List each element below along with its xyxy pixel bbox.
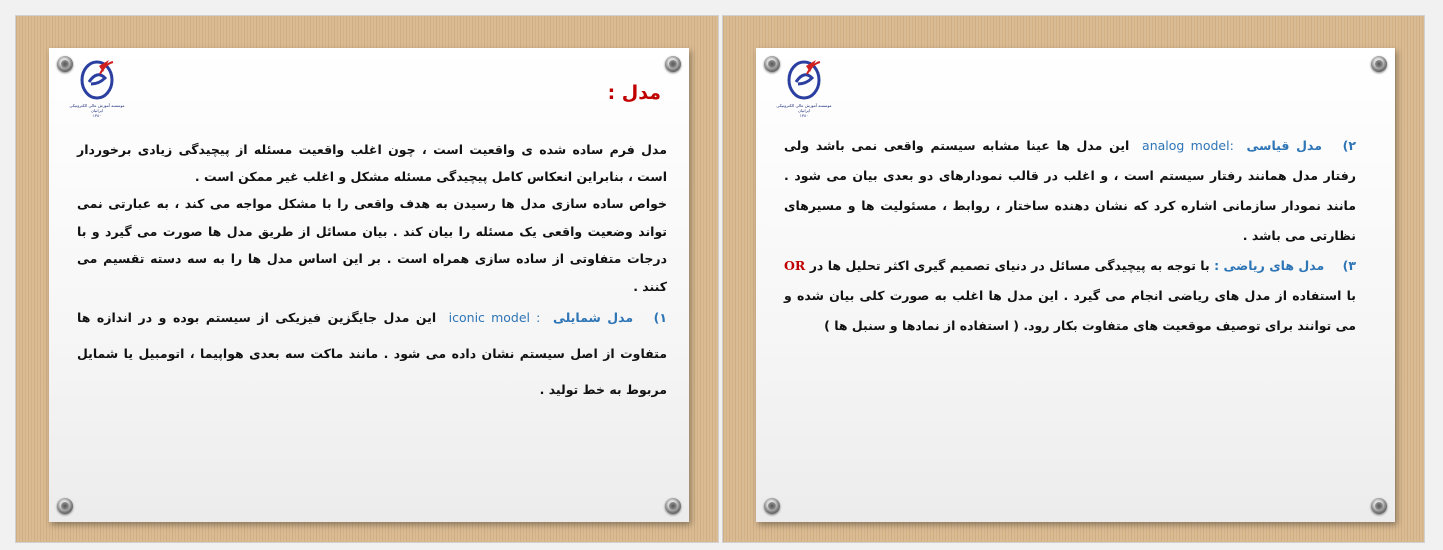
item-text-a: با توجه به پیچیدگی مسائل در دنیای تصمیم گیری اکثر تحلیل ها در (809, 258, 1210, 273)
list-item-math (784, 251, 1356, 341)
logo-caption: موسسه آموزش عالی الکترونیکی ایرانیان ۱۳۸۰ (69, 103, 125, 118)
slide-title: مدل : (607, 82, 661, 104)
item-text-b: با استفاده از مدل های ریاضی انجام می گیرد . این مدل ها اغلب به صورت کلی بیان شده و می توانند برای توصیف موقعیت های متفاوت بکار رود. ( استفاده از نمادها و سنبل ها ) (784, 288, 1356, 333)
slide-card (49, 48, 689, 522)
item-text: این مدل ها عینا مشابه سیستم واقعی نمی باشد ولی رفتار مدل همانند رفتار سیستم است ، و اغلب در قالب نمودارهای دو بعدی بیان می شود . مانند نمودار سازمانی اشاره کرد که نشان دهنده ساختار ، روابط ، مسئولیت ها و مسیرهای نظارتی می باشد . (784, 138, 1356, 243)
item-number: ۳) (1342, 258, 1356, 273)
screw-icon (57, 498, 73, 514)
slide-body (77, 136, 667, 408)
institution-logo (776, 58, 832, 120)
or-term: OR (784, 258, 806, 273)
logo-caption: موسسه آموزش عالی الکترونیکی ایرانیان ۱۳۸۰ (776, 103, 832, 118)
list-item-iconic (77, 300, 667, 408)
item-english-term: analog model: (1142, 138, 1234, 153)
item-english-term: iconic model : (448, 310, 541, 325)
screw-icon (665, 498, 681, 514)
institution-logo (69, 58, 125, 120)
slide-card (756, 48, 1395, 522)
slide-left[interactable] (15, 15, 719, 543)
item-term: مدل شمایلی (552, 310, 634, 325)
slide-body (784, 131, 1356, 341)
item-term: مدل های ریاضی : (1214, 258, 1325, 273)
item-number: ۲) (1342, 138, 1357, 153)
screw-icon (665, 56, 681, 72)
list-item-analog (784, 131, 1356, 251)
paragraph-simplification: خواص ساده سازی مدل ها رسیدن به هدف واقعی را با مشکل مواجه می کند ، به عبارتی نمی تواند وضعیت واقعی یک مسئله را بیان کند . بیان مسائل از طریق مدل ها صورت می گیرد و با درجات متفاوتی از ساده سازی همراه است . بر این اساس مدل ها را به سه دسته تقسیم می کنند . (77, 196, 667, 294)
screw-icon (1371, 498, 1387, 514)
screw-icon (764, 498, 780, 514)
item-number: ۱) (653, 310, 667, 325)
item-text: این مدل جایگزین فیزیکی از سیستم بوده و در اندازه ها متفاوت از اصل سیستم نشان داده می شود . مانند ماکت سه بعدی هواپیما ، اتومبیل یا شمایل مربوط به خط تولید . (77, 310, 667, 397)
paragraph-definition: مدل فرم ساده شده ی واقعیت است ، چون اغلب واقعیت مسئله از پیچیدگی زیادی برخوردار است ، بنابراین انعکاس کامل پیچیدگی مسئله مشکل و اغلب غیر ممکن است . (77, 142, 667, 184)
slide-right[interactable] (722, 15, 1425, 543)
item-term: مدل قیاسی (1246, 138, 1322, 153)
screw-icon (1371, 56, 1387, 72)
